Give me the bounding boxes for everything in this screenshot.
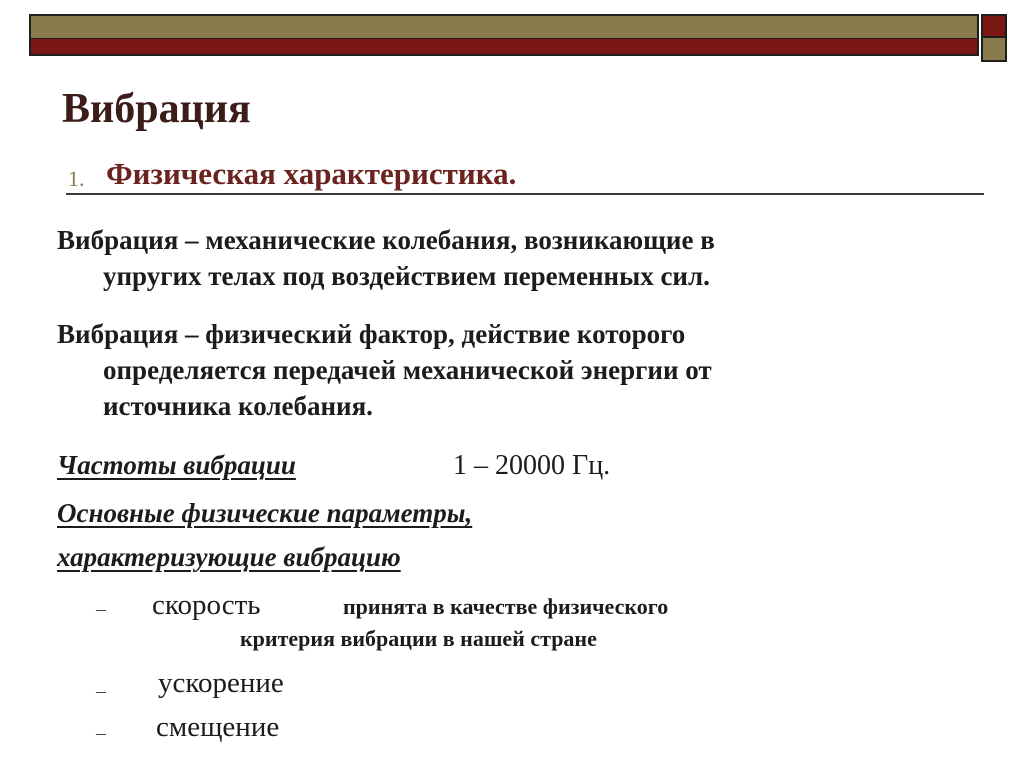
- parameter-displacement: смещение: [156, 711, 280, 743]
- bullet-dash: –: [96, 680, 106, 702]
- parameter-speed-note-line-2: критерия вибрации в нашей стране: [240, 626, 597, 651]
- bullet-dash: –: [96, 598, 106, 620]
- definition-2: [57, 316, 712, 424]
- section-number: 1.: [68, 166, 85, 191]
- parameter-speed: скорость: [152, 589, 261, 621]
- parameters-heading-line-2: характеризующие вибрацию: [57, 542, 401, 572]
- header-band-olive: [29, 14, 979, 38]
- definition-2-line-2: определяется передачей механической энергии от: [103, 355, 712, 385]
- parameter-speed-note-line-1: принята в качестве физического: [343, 594, 669, 619]
- header-band-red: [29, 38, 979, 56]
- definition-1: [57, 222, 715, 294]
- corner-square-olive: [981, 38, 1007, 62]
- parameter-acceleration: ускорение: [158, 667, 284, 699]
- frequency-label: Частоты вибрации: [57, 450, 296, 480]
- definition-2-line-1: Вибрация – физический фактор, действие которого: [57, 319, 686, 349]
- slide-title: Вибрация: [62, 86, 251, 132]
- definition-2-line-3: источника колебания.: [103, 391, 373, 421]
- section-title: Физическая характеристика.: [106, 156, 517, 191]
- parameters-heading-line-1: Основные физические параметры,: [57, 498, 473, 528]
- definition-1-line-2: упругих телах под воздействием переменных сил.: [103, 261, 710, 291]
- bullet-dash: –: [96, 722, 106, 744]
- corner-square-red: [981, 14, 1007, 38]
- section-divider: [66, 193, 984, 195]
- definition-1-line-1: Вибрация – механические колебания, возникающие в: [57, 225, 715, 255]
- frequency-value: 1 – 20000 Гц.: [453, 450, 611, 481]
